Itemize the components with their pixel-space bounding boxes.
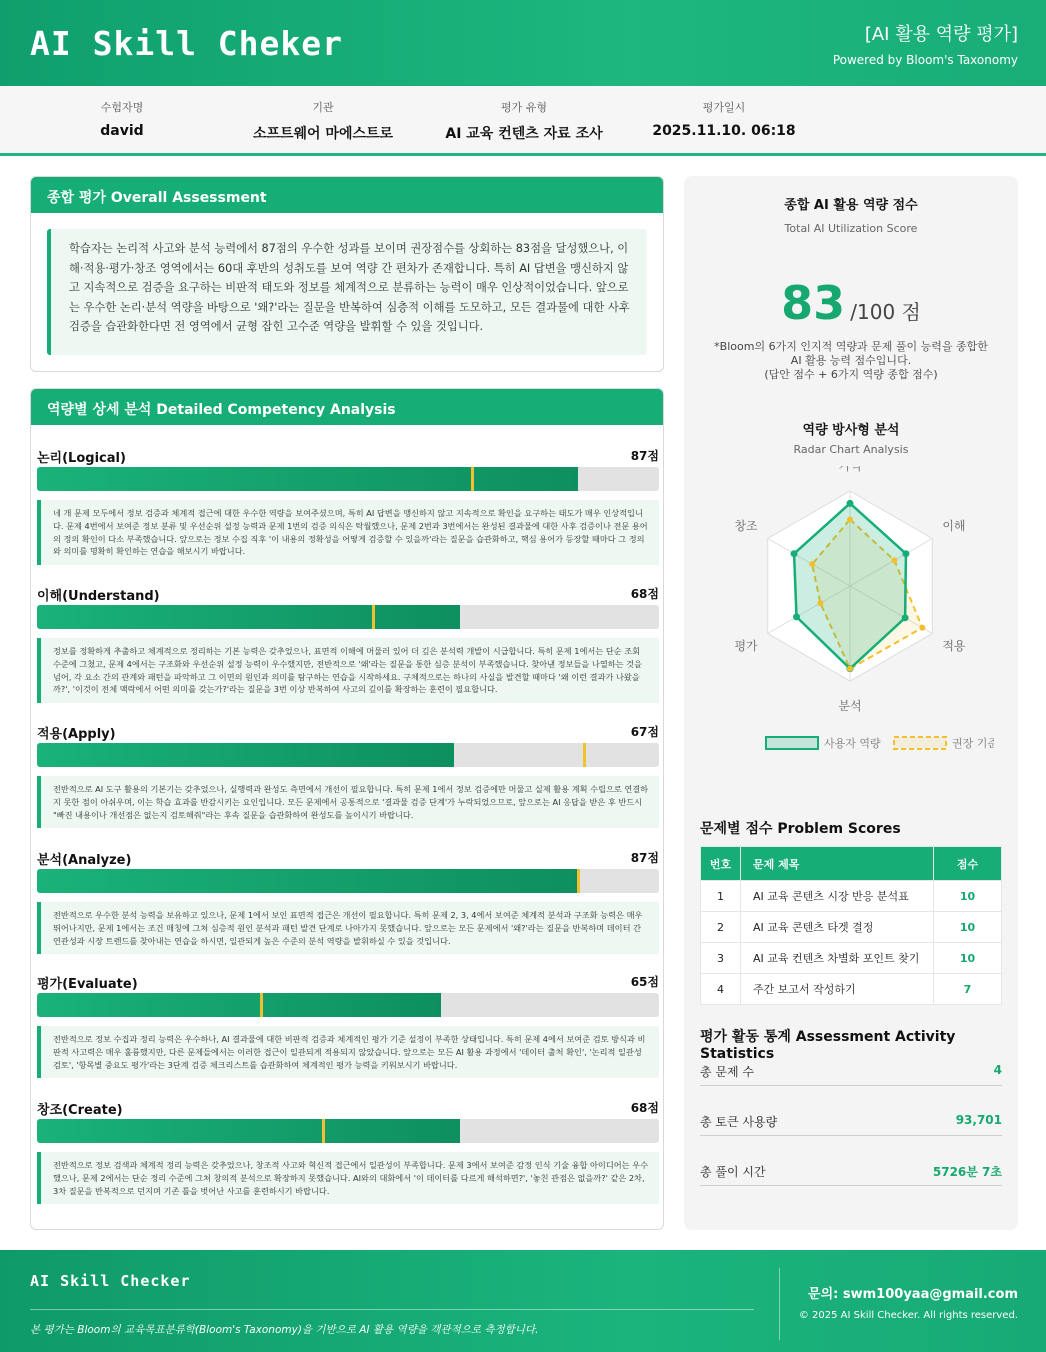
- problem-score: 10: [934, 881, 1002, 912]
- table-row: [701, 943, 1002, 974]
- app-title: AI Skill Cheker: [30, 24, 344, 63]
- competency-name: 창조(Create): [37, 1103, 123, 1118]
- competency-description: 전반적으로 정보 검색과 체계적 정리 능력은 갖추었으나, 창조적 사고와 혁신적 접근에서 일관성이 부족합니다. 문제 3에서 보여준 감정 인식 기술 융합 아이디어는 우수했으나, 문제 2에서는 단순 정리 수준에 그쳐 창의적 분석으로 확장하지 못했습니다. AI와의 대화에서 '이 데이터를 다르게 해석하면?', '놓친 관점은 없을까?' 같은 2차, 3차 질문을 반복적으로 던지며 기존 틀을 벗어난 사고를 훈련하시기 바랍니다.: [37, 1152, 659, 1204]
- competency-bar: [37, 1119, 659, 1143]
- problem-score: 10: [934, 943, 1002, 974]
- benchmark-marker: [322, 1119, 325, 1143]
- copyright: © 2025 AI Skill Checker. All rights reserved.: [798, 1310, 1018, 1321]
- legend-user-label: 사용자 역량: [824, 737, 881, 750]
- legend-user-swatch: [766, 737, 818, 749]
- report-header: [0, 0, 1046, 86]
- info-label: 수험자명: [100, 101, 144, 114]
- benchmark-marker: [471, 467, 474, 491]
- competency-description: 전반적으로 우수한 분석 능력을 보유하고 있으나, 문제 1에서 보인 표면적 접근은 개선이 필요합니다. 특히 문제 2, 3, 4에서 보여준 체계적 분석과 구조화 능력은 매우 뛰어나지만, 문제 1에서는 조건 매칭에 그쳐 심층적 원인 분석과 패턴 발견 단계로 나아가지 못했습니다. 앞으로는 모든 문제에서 '왜?'라는 질문을 반복하며 데이터 간 연관성과 시장 트렌드를 찾아내는 연습을 하시면, 일관되게 높은 수준의 분석 역량을 발휘하실 수 있을 것입니다.: [37, 902, 659, 954]
- contact-email[interactable]: 문의: swm100yaa@gmail.com: [808, 1287, 1018, 1302]
- competency-bar-fill: [37, 467, 578, 491]
- competency-bar: [37, 743, 659, 767]
- benchmark-marker: [577, 869, 580, 893]
- competency-panel: [30, 388, 664, 1230]
- legend-benchmark-swatch: [894, 737, 946, 749]
- stat-value: 4: [993, 1063, 1002, 1077]
- radar-title: 역량 방사형 분석: [802, 423, 900, 438]
- problem-title: AI 교육 콘텐츠 타겟 결정: [741, 912, 934, 943]
- info-value: AI 교육 컨텐츠 자료 조사: [445, 126, 603, 142]
- stat-value: 5726분 7초: [932, 1165, 1002, 1179]
- radar-axis-label: 기억: [838, 466, 862, 473]
- competency-score: 68점: [630, 1101, 659, 1115]
- user-data-point: [902, 614, 909, 621]
- competency-description: 네 개 문제 모두에서 정보 검증과 체계적 접근에 대한 우수한 역량을 보여주셨으며, 특히 AI 답변을 맹신하지 않고 지속적으로 확인을 요구하는 태도가 매우 인상적입니다. 문제 4번에서 보여준 정보 분류 및 우선순위 설정 능력과 문제 1번의 검증 의식은 탁월했으나, 문제 2번과 3번에서는 완성된 결과물에 대한 사후 검증이나 전문 용어의 정의 확인이 다소 부족했습니다. 앞으로는 정보 수집 직후 '이 내용의 정확성을 어떻게 검증할 수 있을까'라는 질문을 습관화하고, 핵심 용어가 등장할 때마다 그 정의와 의미를 명확히 확인하는 연습을 해보시기 바랍니다.: [37, 500, 659, 565]
- problem-scores-table: [700, 846, 1002, 1005]
- competency-score: 87점: [630, 851, 659, 865]
- stat-total-tokens: [700, 1110, 1002, 1136]
- legend-benchmark-label: 권장 기준: [952, 737, 994, 750]
- user-data-point: [793, 613, 800, 620]
- competency-description: 전반적으로 AI 도구 활용의 기본기는 갖추었으나, 실행력과 완성도 측면에서 개선이 필요합니다. 특히 문제 1에서 정보 검증에만 머물고 실제 활용 계획 수립으로 연결하지 못한 점이 아쉬우며, 이는 학습 효과를 반감시키는 요인입니다. 모든 문제에서 공통적으로 '결과물 검증 단계'가 누락되었으므로, 앞으로는 AI 응답을 받은 후 반드시 "빠진 내용이나 개선점은 없는지 검토해줘"라는 후속 질문을 습관화하여 완성도를 높이시기 바랍니다.: [37, 776, 659, 828]
- problem-score: 10: [934, 912, 1002, 943]
- user-data-point: [847, 500, 854, 507]
- total-score-subtitle: Total AI Utilization Score: [784, 222, 918, 235]
- info-label: 평가일시: [702, 101, 746, 114]
- benchmark-data-point: [809, 561, 815, 567]
- powered-by: Powered by Bloom's Taxonomy: [832, 53, 1018, 67]
- benchmark-marker: [372, 605, 375, 629]
- competency-bar: [37, 869, 659, 893]
- benchmark-data-point: [919, 625, 925, 631]
- benchmark-data-point: [847, 666, 853, 672]
- info-eval-type: [434, 99, 614, 143]
- competency-score: 67점: [630, 725, 659, 739]
- problem-number: 3: [701, 943, 741, 974]
- benchmark-data-point: [847, 517, 853, 523]
- benchmark-marker: [260, 993, 263, 1017]
- stat-total-problems: [700, 1060, 1002, 1086]
- radar-axis-label: 창조: [734, 519, 758, 533]
- info-examinee: [72, 99, 172, 139]
- stat-label: 총 문제 수: [700, 1065, 754, 1079]
- col-number: 번호: [701, 847, 741, 881]
- info-label: 기관: [312, 101, 334, 114]
- report-subtitle: [AI 활용 역량 평가]: [864, 24, 1018, 45]
- radar-axis-label: 분석: [838, 699, 862, 713]
- competency-name: 평가(Evaluate): [37, 977, 138, 992]
- info-value: 소프트웨어 마에스트로: [252, 126, 394, 142]
- footer-divider: [30, 1309, 754, 1310]
- user-data-point: [902, 550, 909, 557]
- radar-axis-label: 적용: [942, 639, 966, 653]
- overall-assessment-panel: [30, 176, 664, 372]
- competency-name: 분석(Analyze): [37, 853, 132, 868]
- problem-title: 주간 보고서 작성하기: [741, 974, 934, 1005]
- problem-number: 1: [701, 881, 741, 912]
- table-header-row: [701, 847, 1002, 881]
- competency-description: 정보를 정확하게 추출하고 체계적으로 정리하는 기본 능력은 갖추었으나, 표면적 이해에 머물러 있어 더 깊은 분석력 개발이 시급합니다. 특히 문제 1에서는 단순 조회 수준에 그쳤고, 문제 4에서는 구조화와 우선순위 설정 능력이 우수했지만, 전반적으로 '왜'라는 질문을 통한 심층 분석이 부족했습니다. 찾아낸 정보들을 나열하는 것을 넘어, 각 요소 간의 관계와 패턴을 파악하고 그 이면의 원인과 의미를 탐구하는 연습을 시작하세요. 구체적으로는 하나의 사실을 발견할 때마다 '왜 이런 결과가 나왔을까?', '이것이 전체 맥락에서 어떤 의미를 갖는가?'라는 질문을 3번 이상 반복하여 사고의 깊이를 확장하는 훈련이 필요합니다.: [37, 638, 659, 703]
- competency-name: 이해(Understand): [37, 589, 160, 604]
- info-datetime: [649, 99, 799, 139]
- competency-score: 65점: [630, 975, 659, 989]
- info-label: 평가 유형: [500, 101, 547, 114]
- total-score-title: 종합 AI 활용 역량 점수: [784, 198, 918, 213]
- stat-label: 총 토큰 사용량: [700, 1115, 778, 1129]
- radar-axis-label: 이해: [942, 519, 966, 533]
- problem-title: AI 교육 컨텐츠 차별화 포인트 찾기: [741, 943, 934, 974]
- overall-text: 학습자는 논리적 사고와 분석 능력에서 87점의 우수한 성과를 보이며 권장점수를 상회하는 83점을 달성했으나, 이해·적용·평가·창조 영역에서는 60대 후반의 성취도를 보여 역량 간 편차가 존재합니다. 특히 AI 답변을 맹신하지 않고 지속적으로 검증을 요구하는 비판적 태도와 정보를 체계적으로 분류하는 능력이 매우 인상적이었습니다. 앞으로는 우수한 논리·분석 역량을 바탕으로 '왜?'라는 질문을 반복하여 심층적 이해를 도모하고, 모든 결과물에 대한 사후 검증을 습관화한다면 전 영역에서 균형 잡힌 고수준 역량을 발휘할 수 있을 것입니다.: [47, 229, 647, 355]
- competency-bar: [37, 993, 659, 1017]
- panel-heading: 역량별 상세 분석 Detailed Competency Analysis: [31, 389, 663, 425]
- panel-heading: 종합 평가 Overall Assessment: [31, 177, 663, 213]
- table-row: [701, 881, 1002, 912]
- table-row: [701, 912, 1002, 943]
- footer-note: 본 평가는 Bloom의 교육목표분류학(Bloom's Taxonomy)을 기반으로 AI 활용 역량을 객관적으로 측정합니다.: [30, 1324, 539, 1336]
- total-score-max: /100 점: [850, 300, 921, 324]
- competency-bar: [37, 467, 659, 491]
- stat-label: 총 풀이 시간: [700, 1165, 766, 1179]
- col-title: 문제 제목: [741, 847, 934, 881]
- competency-description: 전반적으로 정보 수집과 정리 능력은 우수하나, AI 결과물에 대한 비판적 검증과 체계적인 평가 기준 설정이 부족한 상태입니다. 특히 문제 4에서 보여준 검토 방식과 비판적 사고력은 매우 훌륭했지만, 다른 문제들에서는 이러한 접근이 일관되게 적용되지 않았습니다. 앞으로는 모든 AI 활용 과정에서 '데이터 출처 확인', '논리적 일관성 검토', '항목별 중요도 평가'라는 3단계 검증 체크리스트를 습관화하여 체계적인 평가 능력을 키워보시기 바랍니다.: [37, 1026, 659, 1078]
- total-score-note: [704, 340, 998, 382]
- radar-subtitle: Radar Chart Analysis: [793, 443, 909, 456]
- info-value: david: [100, 123, 144, 139]
- note-line: (답안 점수 + 6가지 역량 종합 점수): [764, 368, 938, 381]
- info-organization: [243, 99, 403, 143]
- competency-name: 논리(Logical): [37, 451, 126, 466]
- report-footer: [0, 1250, 1046, 1352]
- competency-bar-fill: [37, 743, 454, 767]
- competency-bar-fill: [37, 605, 460, 629]
- benchmark-marker: [583, 743, 586, 767]
- problem-score: 7: [934, 974, 1002, 1005]
- radar-chart-svg: [714, 466, 994, 776]
- radar-axis-label: 평가: [734, 639, 758, 653]
- summary-panel: [684, 176, 1018, 1230]
- col-score: 점수: [934, 847, 1002, 881]
- note-line: AI 활용 능력 점수입니다.: [790, 354, 912, 367]
- table-row: [701, 974, 1002, 1005]
- footer-vertical-divider: [779, 1268, 780, 1340]
- activity-stats-title: 평가 활동 통계 Assessment Activity Statistics: [700, 1029, 956, 1062]
- total-score-value: 83: [781, 276, 846, 330]
- problem-number: 4: [701, 974, 741, 1005]
- competency-bar: [37, 605, 659, 629]
- benchmark-data-point: [891, 557, 897, 563]
- stat-total-time: [700, 1160, 1002, 1186]
- competency-name: 적용(Apply): [37, 727, 116, 742]
- problem-title: AI 교육 콘텐츠 시장 반응 분석표: [741, 881, 934, 912]
- note-line: *Bloom의 6가지 인지적 역량과 문제 풀이 능력을 종합한: [714, 340, 988, 353]
- competency-bar-fill: [37, 993, 441, 1017]
- competency-bar-fill: [37, 869, 578, 893]
- user-data-point: [791, 550, 798, 557]
- footer-brand: AI Skill Checker: [30, 1272, 191, 1290]
- info-bar: [0, 86, 1046, 156]
- competency-bar-fill: [37, 1119, 460, 1143]
- competency-score: 68점: [630, 587, 659, 601]
- radar-chart: [714, 466, 994, 776]
- total-score: [684, 276, 1018, 330]
- benchmark-data-point: [817, 600, 823, 606]
- problem-scores-title: 문제별 점수 Problem Scores: [700, 821, 901, 837]
- info-value: 2025.11.10. 06:18: [652, 123, 796, 139]
- problem-number: 2: [701, 912, 741, 943]
- stat-value: 93,701: [955, 1113, 1002, 1127]
- competency-score: 87점: [630, 449, 659, 463]
